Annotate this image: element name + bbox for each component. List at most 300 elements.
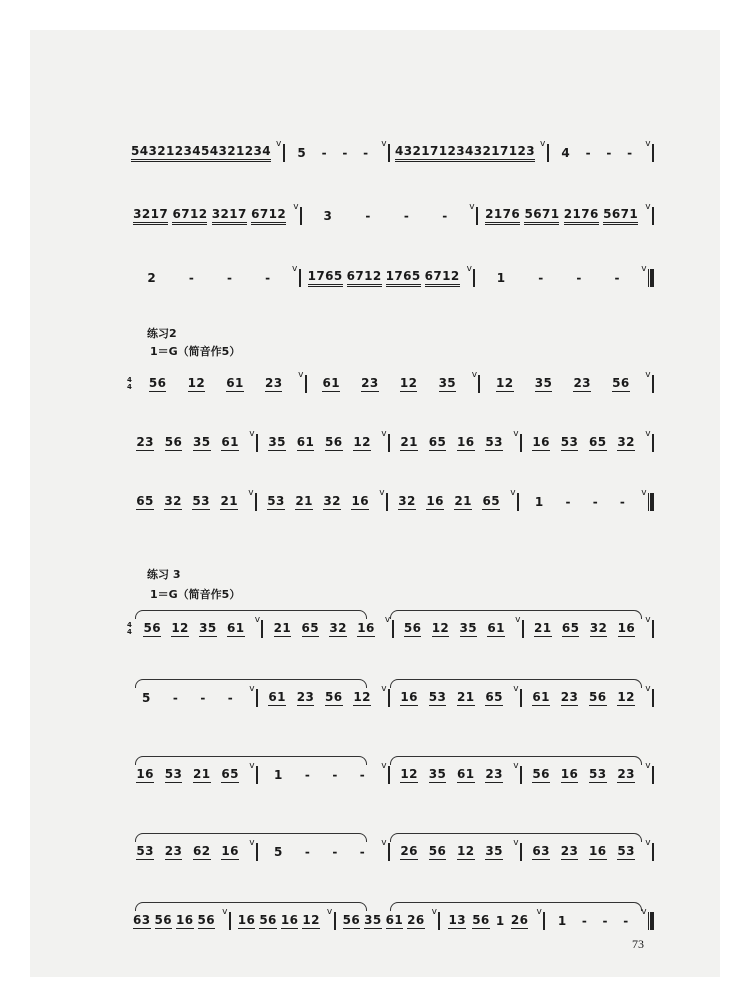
note: 1: [274, 767, 283, 782]
note-group: 7123: [430, 145, 465, 162]
breath-mark: v: [510, 488, 516, 498]
dash: -: [606, 145, 612, 160]
note-group: 16: [280, 912, 299, 927]
barline: [388, 144, 390, 162]
note-group: 7123: [500, 145, 535, 162]
breath-mark: v: [645, 202, 651, 212]
measure: [395, 622, 514, 637]
breath-mark: v: [645, 684, 651, 694]
barline: [256, 843, 258, 861]
note-group: 21: [400, 434, 418, 449]
note-group: 16: [457, 434, 475, 449]
time-signature: 4 4: [127, 621, 133, 636]
note-group: 32: [164, 493, 182, 508]
note-group: 35: [534, 375, 553, 390]
note-group: 61: [268, 689, 286, 704]
barline: [652, 375, 654, 393]
barline: [305, 375, 307, 393]
note-group: 4321: [465, 145, 500, 162]
barline: [520, 689, 522, 707]
dash: -: [304, 767, 311, 782]
note-group: 23: [560, 843, 579, 858]
note-group: 32: [398, 493, 416, 508]
note-group: 53: [267, 493, 285, 508]
measure: [127, 495, 247, 510]
note-group: 13: [448, 912, 466, 927]
breath-mark: v: [645, 139, 651, 149]
breath-mark: v: [381, 684, 387, 694]
note-group: 5671: [524, 208, 559, 225]
note-group: 56: [325, 434, 343, 449]
measure: [258, 495, 378, 510]
dash: -: [442, 208, 448, 223]
barline: [388, 689, 390, 707]
note-group: 32: [617, 434, 635, 449]
slur: [135, 679, 367, 688]
barline: [520, 434, 522, 452]
measure: [232, 914, 326, 929]
dash: -: [332, 844, 338, 859]
dash: -: [592, 494, 599, 509]
breath-mark: v: [645, 615, 652, 625]
breath-mark: v: [513, 761, 519, 771]
note-group: 53: [136, 843, 154, 858]
barline: [652, 434, 654, 452]
breath-mark: v: [293, 202, 299, 212]
breath-mark: v: [645, 370, 652, 380]
breath-mark: v: [471, 370, 478, 380]
note-group: 61: [322, 375, 340, 390]
slur: [390, 679, 642, 688]
dash: -: [332, 767, 338, 782]
slur: [390, 610, 642, 619]
barline: [652, 766, 654, 784]
dash: -: [565, 494, 571, 509]
score-row: [127, 761, 655, 784]
measure: [286, 147, 381, 160]
measure: [391, 845, 512, 860]
breath-mark: v: [249, 838, 255, 848]
note-group: 2176: [564, 208, 599, 225]
barline: [256, 766, 258, 784]
page-number: 73: [632, 937, 644, 951]
note-group: 16: [136, 766, 154, 781]
note-group: 26: [510, 912, 529, 927]
dash: -: [602, 913, 608, 928]
note-group: 65: [136, 493, 154, 508]
note-group: 23: [296, 689, 315, 704]
breath-mark: v: [254, 615, 261, 625]
note-group: 65: [589, 434, 607, 449]
measure: [525, 622, 644, 637]
measure: [479, 208, 644, 225]
note-group: 61: [226, 375, 244, 390]
note-group: 21: [457, 689, 475, 704]
final-barline: [648, 269, 654, 287]
measure: [302, 270, 466, 287]
note-group: 16: [589, 843, 607, 858]
note-group: 12: [431, 620, 450, 635]
measure: [337, 914, 431, 929]
note-group: 23: [361, 375, 379, 390]
slur: [390, 756, 642, 765]
breath-mark: v: [540, 139, 546, 149]
barline: [283, 144, 285, 162]
note: 3: [323, 208, 333, 223]
breath-mark: v: [222, 907, 228, 917]
note-group: 61: [487, 620, 505, 635]
note-group: 56: [403, 620, 422, 635]
note-group: 56: [428, 843, 447, 858]
breath-mark: v: [513, 838, 519, 848]
measure: [127, 272, 291, 285]
measure: [127, 914, 221, 929]
note: 1: [557, 913, 567, 928]
barline: [478, 375, 480, 393]
note-group: 1765: [308, 270, 343, 287]
barline: [388, 843, 390, 861]
note-group: 53: [617, 843, 635, 858]
dash: -: [619, 494, 626, 509]
score-row: [127, 202, 655, 225]
barline: [522, 620, 524, 638]
note-group: 23: [136, 434, 154, 449]
note-group: 53: [164, 766, 183, 781]
note-group: 3217: [133, 208, 168, 225]
note-group: 21: [534, 620, 552, 635]
barline: [652, 620, 654, 638]
note-group: 63: [133, 912, 151, 927]
measure: [134, 622, 253, 637]
dash: -: [227, 270, 233, 285]
breath-mark: v: [641, 264, 648, 274]
note-group: 61: [532, 689, 550, 704]
measure: [476, 272, 640, 285]
note-group: 56: [154, 912, 173, 927]
note-group: 1765: [386, 270, 421, 287]
note-group: 5432: [201, 145, 236, 162]
dash: -: [188, 270, 195, 285]
note-group: 56: [612, 375, 630, 390]
note-group: 16: [426, 493, 444, 508]
breath-mark: v: [515, 615, 521, 625]
final-barline: [648, 912, 654, 930]
dash: -: [585, 145, 591, 160]
note-group: 5432: [131, 145, 166, 162]
barline: [256, 434, 258, 452]
barline: [543, 912, 545, 930]
score-row: [127, 684, 655, 707]
note-group: 61: [296, 434, 315, 449]
note: 4: [561, 145, 571, 160]
barline: [388, 766, 390, 784]
measure: [127, 768, 248, 783]
dash: -: [359, 844, 366, 859]
breath-mark: v: [379, 488, 385, 498]
note: 2: [147, 270, 157, 285]
measure: [481, 377, 644, 392]
measure: [127, 436, 248, 451]
note-group: 16: [221, 843, 239, 858]
measure: [520, 496, 640, 509]
dash: -: [581, 913, 588, 928]
slur: [135, 902, 367, 911]
dash: -: [342, 145, 348, 160]
score-row: [127, 488, 655, 511]
breath-mark: v: [276, 139, 282, 149]
measure: [391, 436, 512, 451]
note-group: 12: [399, 375, 418, 390]
note-group: 1234: [236, 145, 271, 162]
score-row: [127, 370, 655, 393]
note-group: 56: [197, 912, 216, 927]
dash: -: [614, 270, 620, 285]
note-group: 12: [353, 434, 371, 449]
measure: [259, 436, 380, 451]
barline: [256, 689, 258, 707]
barline: [520, 843, 522, 861]
slur: [135, 610, 367, 619]
note-group: 16: [357, 620, 375, 635]
score-row: [127, 838, 655, 861]
measure: [127, 845, 248, 860]
score-row: [127, 429, 655, 452]
note-group: 26: [407, 912, 425, 927]
measure: [391, 145, 539, 162]
note-group: 65: [485, 689, 503, 704]
note-group: 21: [220, 493, 238, 508]
note-group: 21: [193, 766, 211, 781]
barline: [517, 493, 519, 511]
note-group: 32: [323, 493, 341, 508]
note-group: 12: [171, 620, 189, 635]
note-group: 3217: [212, 208, 247, 225]
note: 1: [534, 494, 544, 509]
slur: [135, 833, 367, 842]
breath-mark: v: [466, 264, 473, 274]
breath-mark: v: [249, 429, 255, 439]
barline: [261, 620, 263, 638]
measure: [523, 768, 644, 783]
note-group: 16: [351, 493, 369, 508]
breath-mark: v: [249, 684, 255, 694]
measure: [127, 208, 292, 225]
note-group: 63: [532, 843, 550, 858]
note-group: 23: [560, 689, 579, 704]
note-group: 12: [353, 689, 371, 704]
barline: [652, 689, 654, 707]
note-group: 5671: [603, 208, 638, 225]
note-group: 35: [364, 912, 382, 927]
note-group: 23: [485, 766, 503, 781]
measure: [308, 377, 471, 392]
measure: [259, 846, 380, 859]
breath-mark: v: [536, 907, 543, 917]
note-group: 53: [485, 434, 503, 449]
exercise3-title: 练习 3: [147, 568, 181, 581]
dash: -: [363, 145, 369, 160]
note-group: 61: [227, 620, 245, 635]
score-row: [127, 264, 655, 287]
note-group: 12: [302, 912, 320, 927]
breath-mark: v: [641, 488, 647, 498]
barline: [476, 207, 478, 225]
breath-mark: v: [326, 907, 333, 917]
note-group: 23: [573, 375, 591, 390]
dash: -: [627, 145, 633, 160]
breath-mark: v: [248, 488, 254, 498]
note: 5: [142, 690, 151, 705]
note-group: 6712: [172, 208, 207, 225]
note-group: 16: [560, 766, 579, 781]
barline: [388, 434, 390, 452]
barline: [438, 912, 440, 930]
note-group: 56: [325, 689, 343, 704]
breath-mark: v: [645, 761, 651, 771]
barline: [652, 144, 654, 162]
note-group: 4321: [395, 145, 430, 162]
breath-mark: v: [469, 202, 475, 212]
breath-mark: v: [249, 761, 255, 771]
breath-mark: v: [641, 907, 647, 917]
barline: [652, 207, 654, 225]
breath-mark: v: [513, 684, 519, 694]
exercise2-key-signature: 1＝G（简音作5）: [150, 345, 241, 358]
note-group: 56: [259, 912, 277, 927]
measure: [441, 914, 535, 929]
barline: [300, 207, 302, 225]
note-group: 23: [264, 375, 283, 390]
breath-mark: v: [298, 370, 304, 380]
breath-mark: v: [645, 429, 651, 439]
note-group: 53: [428, 689, 447, 704]
slur: [390, 833, 642, 842]
dash: -: [304, 844, 311, 859]
barline: [299, 269, 301, 287]
barline: [386, 493, 388, 511]
note-group: 65: [561, 620, 580, 635]
barline: [334, 912, 336, 930]
breath-mark: v: [431, 907, 438, 917]
breath-mark: v: [381, 429, 387, 439]
breath-mark: v: [381, 838, 387, 848]
measure: [523, 845, 644, 860]
note-group: 35: [199, 620, 217, 635]
note-group: 56: [148, 375, 167, 390]
note-group: 16: [176, 912, 194, 927]
measure: [546, 915, 640, 928]
note-group: 53: [192, 493, 210, 508]
note-group: 12: [187, 375, 206, 390]
note-group: 53: [560, 434, 579, 449]
slur: [135, 756, 367, 765]
note-group: 16: [617, 620, 636, 635]
dash: -: [265, 270, 271, 285]
note-group: 6712: [347, 270, 382, 287]
note-group: 21: [454, 493, 472, 508]
barline: [255, 493, 257, 511]
measure: [391, 768, 512, 783]
breath-mark: v: [291, 264, 298, 274]
final-barline: [648, 493, 654, 511]
dash: -: [403, 208, 410, 223]
measure: [391, 691, 512, 706]
note-group: 35: [485, 843, 503, 858]
note-group: 23: [617, 766, 635, 781]
note-group: 65: [482, 493, 500, 508]
note-group: 53: [589, 766, 607, 781]
note-group: 56: [342, 912, 361, 927]
note-group: 2176: [485, 208, 520, 225]
dash: -: [172, 690, 179, 705]
measure: [389, 495, 509, 510]
note-group: 61: [385, 912, 404, 927]
dash: -: [200, 690, 206, 705]
dash: -: [576, 270, 582, 285]
dash: -: [538, 270, 544, 285]
note-group: 65: [221, 766, 239, 781]
dash: -: [321, 145, 327, 160]
barline: [520, 766, 522, 784]
note: 1: [496, 270, 506, 285]
note-group: 35: [428, 766, 447, 781]
note-group: 16: [237, 912, 256, 927]
note-group: 65: [301, 620, 319, 635]
measure: [523, 436, 644, 451]
time-signature: 4 4: [127, 376, 133, 391]
note-group: 21: [273, 620, 292, 635]
note: 1: [495, 913, 505, 928]
measure: [303, 210, 468, 223]
breath-mark: v: [513, 429, 519, 439]
note-group: 35: [268, 434, 286, 449]
note-group: 12: [496, 375, 514, 390]
note-group: 56: [589, 689, 607, 704]
note-group: 62: [193, 843, 211, 858]
note-group: 56: [164, 434, 183, 449]
measure: [523, 691, 644, 706]
barline: [473, 269, 475, 287]
exercise3-key-signature: 1＝G（简音作5）: [150, 588, 241, 601]
slur: [390, 902, 642, 911]
breath-mark: v: [381, 761, 387, 771]
note-group: 21: [295, 493, 313, 508]
note: 5: [274, 844, 283, 859]
measure: [127, 692, 248, 705]
dash: -: [227, 690, 234, 705]
score-row: [127, 139, 655, 162]
measure: [127, 145, 275, 162]
note-group: 6712: [425, 270, 460, 287]
breath-mark: v: [384, 615, 391, 625]
measure: [259, 691, 380, 706]
breath-mark: v: [645, 838, 651, 848]
note-group: 6712: [251, 208, 286, 225]
note-group: 26: [400, 843, 418, 858]
note-group: 61: [221, 434, 239, 449]
measure: [134, 377, 297, 392]
note: 5: [297, 145, 307, 160]
barline: [652, 843, 654, 861]
score-row: [127, 615, 655, 638]
note-group: 16: [400, 689, 418, 704]
measure: [550, 147, 645, 160]
exercise2-title: 练习2: [147, 327, 177, 340]
note-group: 61: [457, 766, 475, 781]
note-group: 35: [193, 434, 211, 449]
barline: [229, 912, 231, 930]
note-group: 32: [589, 620, 608, 635]
